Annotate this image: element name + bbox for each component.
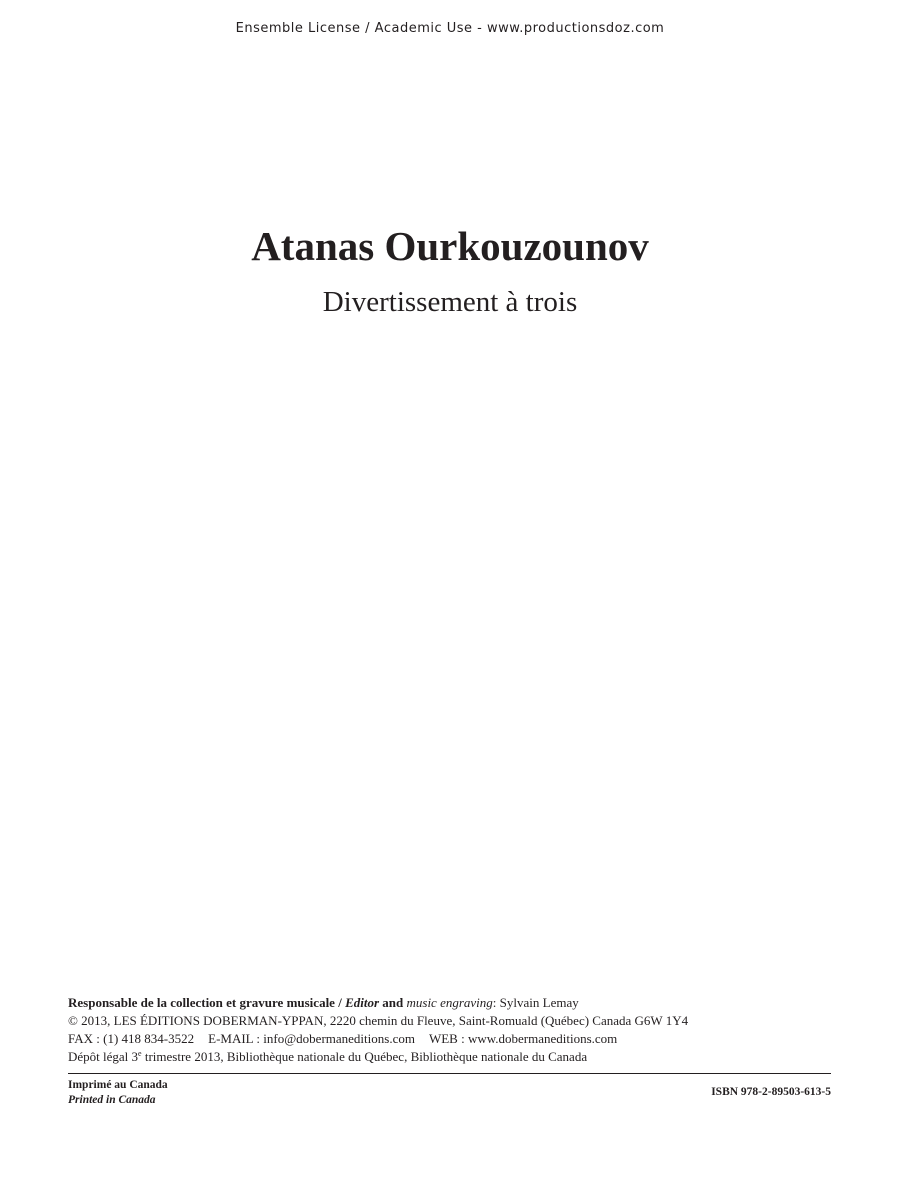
license-banner: Ensemble License / Academic Use - www.productionsdoz.com (235, 21, 665, 36)
printed-in-block (68, 1078, 168, 1108)
publisher-credits (68, 993, 838, 1066)
editor-name: : Sylvain Lemay (492, 995, 579, 1010)
contact-line (68, 1030, 838, 1048)
fax-number: FAX : (1) 418 834-3522 (68, 1031, 195, 1046)
printed-fr: Imprimé au Canada (68, 1079, 168, 1091)
depot-suffix: trimestre 2013, Bibliothèque nationale du Québec, Bibliothèque nationale du Canada (141, 1049, 588, 1064)
and-word: and (382, 995, 404, 1010)
web-address: WEB : www.dobermaneditions.com (428, 1031, 618, 1046)
editor-label-en: Editor (345, 995, 380, 1010)
printed-en: Printed in Canada (68, 1094, 156, 1106)
work-title: Divertissement à trois (322, 286, 578, 318)
copyright-line: © 2013, LES ÉDITIONS DOBERMAN-YPPAN, 2220 chemin du Fleuve, Saint-Romuald (Québec) Canada G6W 1Y4 (68, 1013, 689, 1028)
composer-name: Atanas Ourkouzounov (251, 223, 649, 269)
depot-superscript: e (138, 1049, 142, 1058)
isbn: ISBN 978-2-89503-613-5 (711, 1086, 831, 1098)
footer-divider (68, 1073, 831, 1074)
email-address: E-MAIL : info@dobermaneditions.com (208, 1031, 415, 1046)
editor-label-fr: Responsable de la collection et gravure musicale / (68, 995, 342, 1010)
engraving-label-en: music engraving (406, 995, 493, 1010)
legal-deposit-line (68, 1048, 838, 1066)
editor-line (68, 993, 838, 1012)
depot-prefix: Dépôt légal 3 (68, 1049, 139, 1064)
